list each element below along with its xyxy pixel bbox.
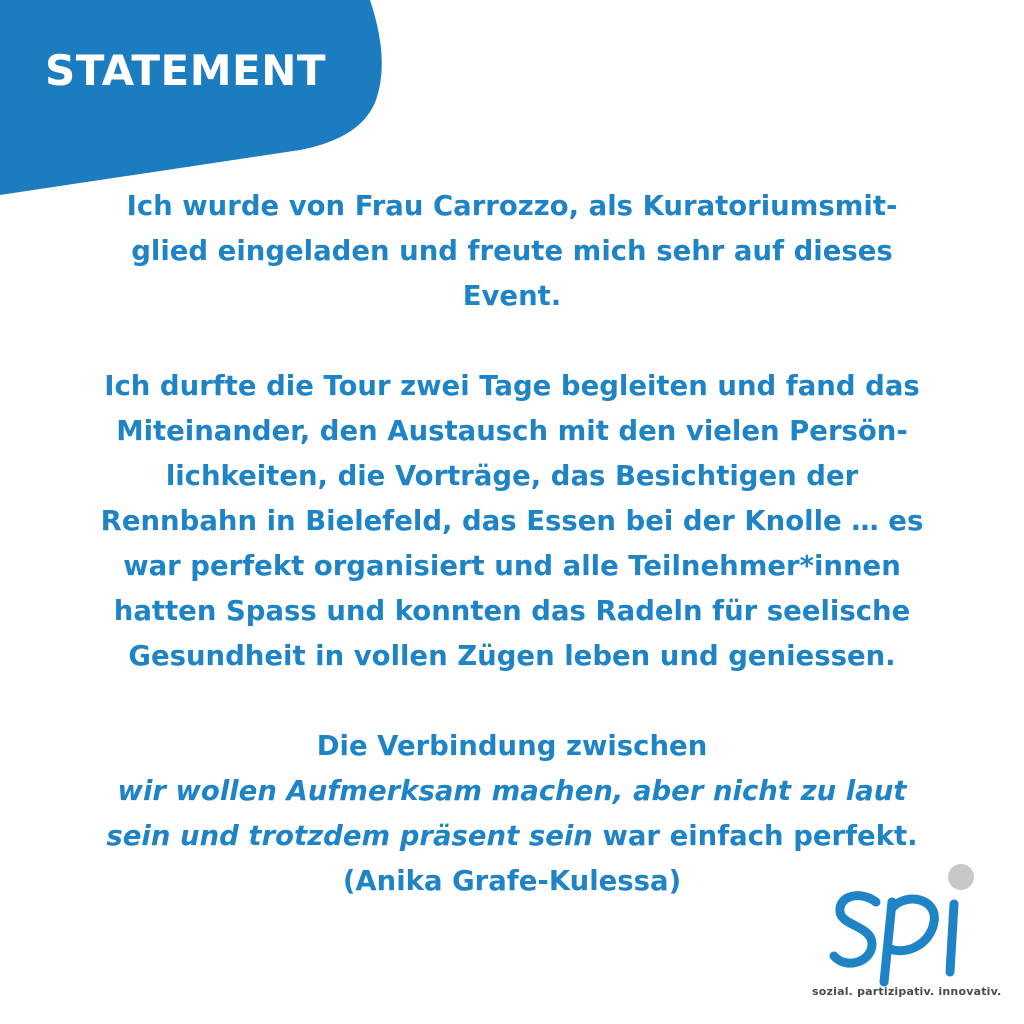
italic-quote: wir wollen Aufmerksam machen, aber nicht zu laut bbox=[117, 775, 907, 807]
paragraph-gap bbox=[40, 679, 984, 724]
paragraph-gap bbox=[40, 319, 984, 364]
text-line: lichkeiten, die Vorträge, das Besichtigen der bbox=[165, 460, 859, 492]
banner-title: STATEMENT bbox=[45, 46, 327, 95]
text-line: Miteinander, den Austausch mit den vielen Persön- bbox=[116, 415, 908, 447]
author-name: (Anika Grafe-Kulessa) bbox=[342, 865, 682, 897]
text-line: Ich wurde von Frau Carrozzo, als Kuratoriumsmit- bbox=[126, 190, 898, 222]
text-segment: war einfach perfekt. bbox=[592, 820, 918, 852]
logo-tagline: sozial. partizipativ. innovativ. bbox=[812, 985, 1002, 998]
banner-shape bbox=[0, 0, 400, 200]
text-line bbox=[40, 814, 984, 859]
text-line: glied eingeladen und freute mich sehr auf dieses bbox=[131, 235, 893, 267]
text-line bbox=[40, 769, 984, 814]
paragraph-2 bbox=[40, 364, 984, 679]
text-line: Gesundheit in vollen Zügen leben und geniessen. bbox=[128, 640, 896, 672]
statement-banner bbox=[0, 0, 400, 200]
text-line: Event. bbox=[462, 280, 562, 312]
text-line: Die Verbindung zwischen bbox=[316, 730, 708, 762]
text-line: Rennbahn in Bielefeld, das Essen bei der Knolle … es bbox=[100, 505, 924, 537]
statement-text bbox=[40, 184, 984, 904]
text-line: hatten Spass und konnten das Radeln für seelische bbox=[113, 595, 911, 627]
italic-quote: sein und trotzdem präsent sein bbox=[106, 820, 593, 852]
text-line: Ich durfte die Tour zwei Tage begleiten und fand das bbox=[104, 370, 920, 402]
paragraph-1 bbox=[40, 184, 984, 319]
text-line: war perfekt organisiert und alle Teilnehmer*innen bbox=[123, 550, 901, 582]
